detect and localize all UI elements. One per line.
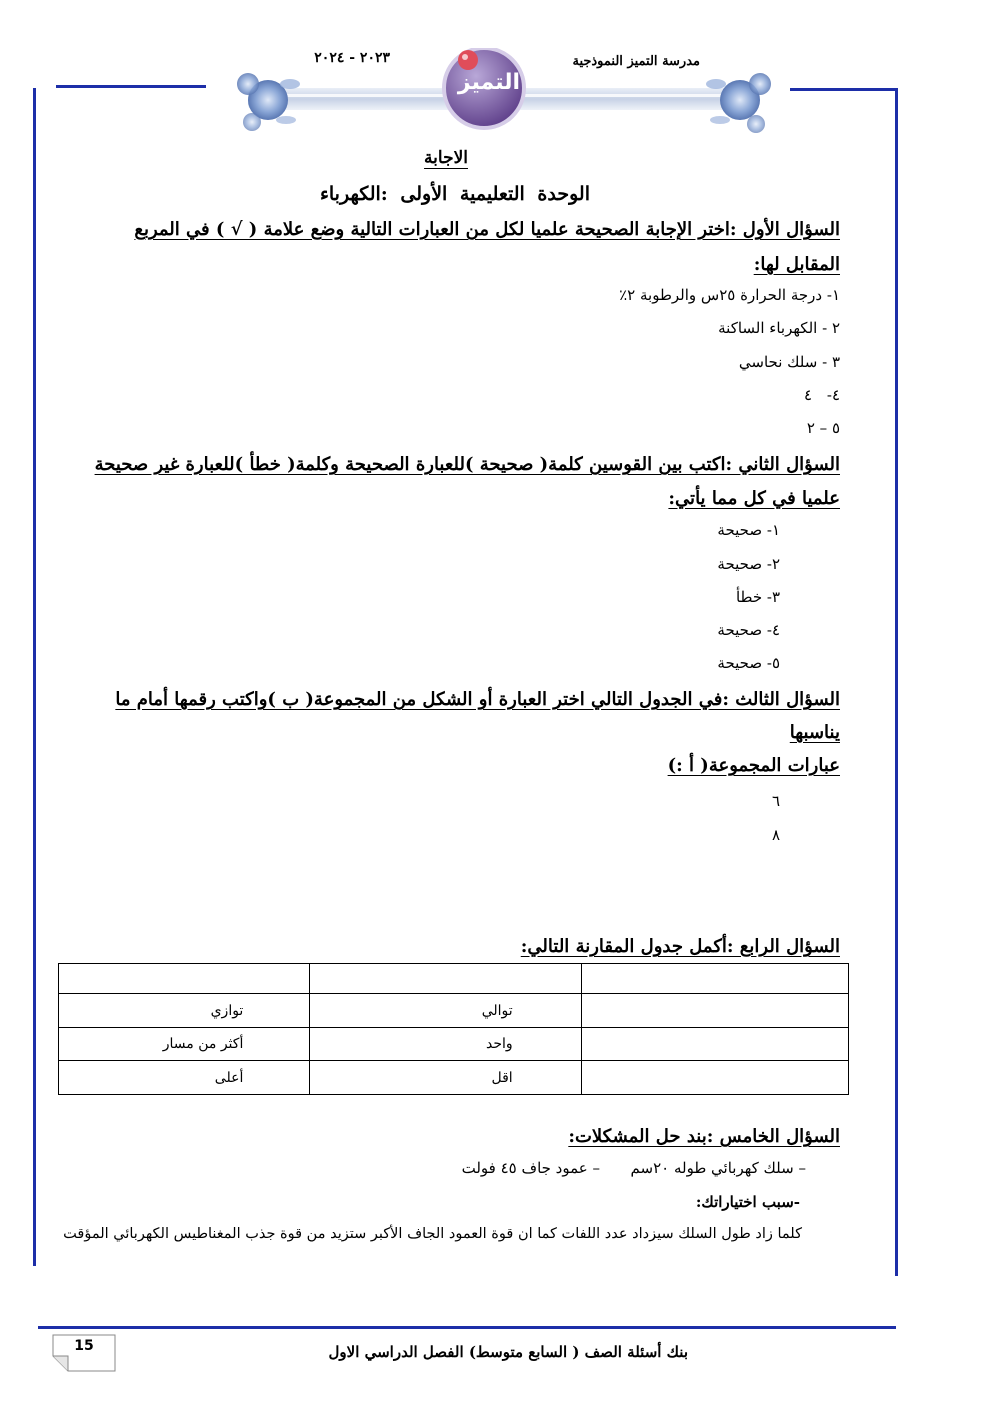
q5-option-battery: – عمود جاف ٤٥ فولت [461, 1159, 600, 1177]
table-cell: أكثر من مسار [59, 1028, 310, 1061]
table-cell [581, 964, 848, 994]
q1-answer-5: ٥ – ٢ [806, 419, 840, 437]
q5-option-wire: – سلك كهربائي طوله ٢٠سم [630, 1159, 806, 1177]
answer-label: الاجابة [424, 148, 468, 168]
unit-title: الوحدة التعليمية الأولى :الكهرباء [319, 183, 590, 205]
table-cell: أعلى [59, 1061, 310, 1095]
q1-answer-3: ٣ - سلك نحاسي [738, 353, 840, 371]
table-cell: واحد [310, 1028, 581, 1061]
q3-answer-2: ٨ [771, 826, 780, 844]
q5-reason-text: كلما زاد طول السلك سيزداد عدد اللفات كما ان قوة العمود الجاف الأكبر ستزيد من قوة جذب المغناطيس الكهربائي المؤقت [63, 1226, 802, 1242]
table-row [59, 1061, 849, 1095]
q5-heading: السؤال الخامس :بند حل المشكلات: [568, 1126, 840, 1147]
frame-right-line [895, 88, 898, 1276]
school-year: ٢٠٢٣ - ٢٠٢٤ [314, 50, 390, 66]
table-cell: توالي [310, 994, 581, 1028]
q1-answer-4: ٤- ٤ [804, 386, 840, 404]
q1-heading-cont: المقابل لها: [753, 254, 840, 275]
table-cell: اقل [310, 1061, 581, 1095]
q4-heading: السؤال الرابع :أكمل جدول المقارنة التالي: [520, 936, 840, 957]
frame-top-right-line [790, 88, 898, 91]
q3-heading: السؤال الثالث :في الجدول التالي اختر العبارة أو الشكل من المجموعة( ب )واكتب رقمها أمام ما [115, 689, 840, 710]
q3-group-label: عبارات المجموعة( أ :) [667, 755, 840, 776]
table-row [59, 994, 849, 1028]
q2-answer-3: ٣- خطأ [735, 588, 780, 606]
frame-left-line [33, 88, 36, 1266]
footer-text: بنك أسئلة الصف ( السابع متوسط) الفصل الدراسي الاول [328, 1343, 688, 1361]
q1-answer-1: ١- درجة الحرارة ٢٥س والرطوبة ٢٪ [619, 286, 840, 304]
logo-text: التميز [457, 70, 521, 95]
table-cell [581, 1061, 848, 1095]
table-row [59, 964, 849, 994]
school-name: مدرسة التميز النموذجية [572, 54, 700, 69]
q2-heading-cont: علميا في كل مما يأتي: [668, 488, 840, 509]
table-cell: توازي [59, 994, 310, 1028]
q5-reason-label: -سبب اختياراتك: [695, 1193, 800, 1211]
q2-heading: السؤال الثاني :اكتب بين القوسين كلمة( صحيحة )للعبارة الصحيحة وكلمة( خطأ )للعبارة غير صحيحة [94, 454, 840, 475]
q2-answer-4: ٤- صحيحة [717, 621, 780, 639]
q3-heading-cont: يناسبها [789, 722, 840, 743]
table-row [59, 1028, 849, 1061]
q2-answer-5: ٥- صحيحة [717, 654, 780, 672]
frame-top-left-line [56, 85, 206, 88]
footer-line [38, 1326, 896, 1329]
q2-answer-2: ٢- صحيحة [717, 555, 780, 573]
q1-heading: السؤال الأول :اختر الإجابة الصحيحة علميا لكل من العبارات التالية وضع علامة ( √ ) في المربع [134, 219, 840, 240]
q2-answer-1: ١- صحيحة [717, 521, 780, 539]
page-number: 15 [74, 1338, 94, 1354]
table-cell [581, 994, 848, 1028]
q1-answer-2: ٢ - الكهرباء الساكنة [718, 319, 840, 337]
q3-answer-1: ٦ [771, 792, 780, 810]
table-cell [581, 1028, 848, 1061]
table-cell [310, 964, 581, 994]
table-cell [59, 964, 310, 994]
comparison-table [58, 963, 849, 1095]
